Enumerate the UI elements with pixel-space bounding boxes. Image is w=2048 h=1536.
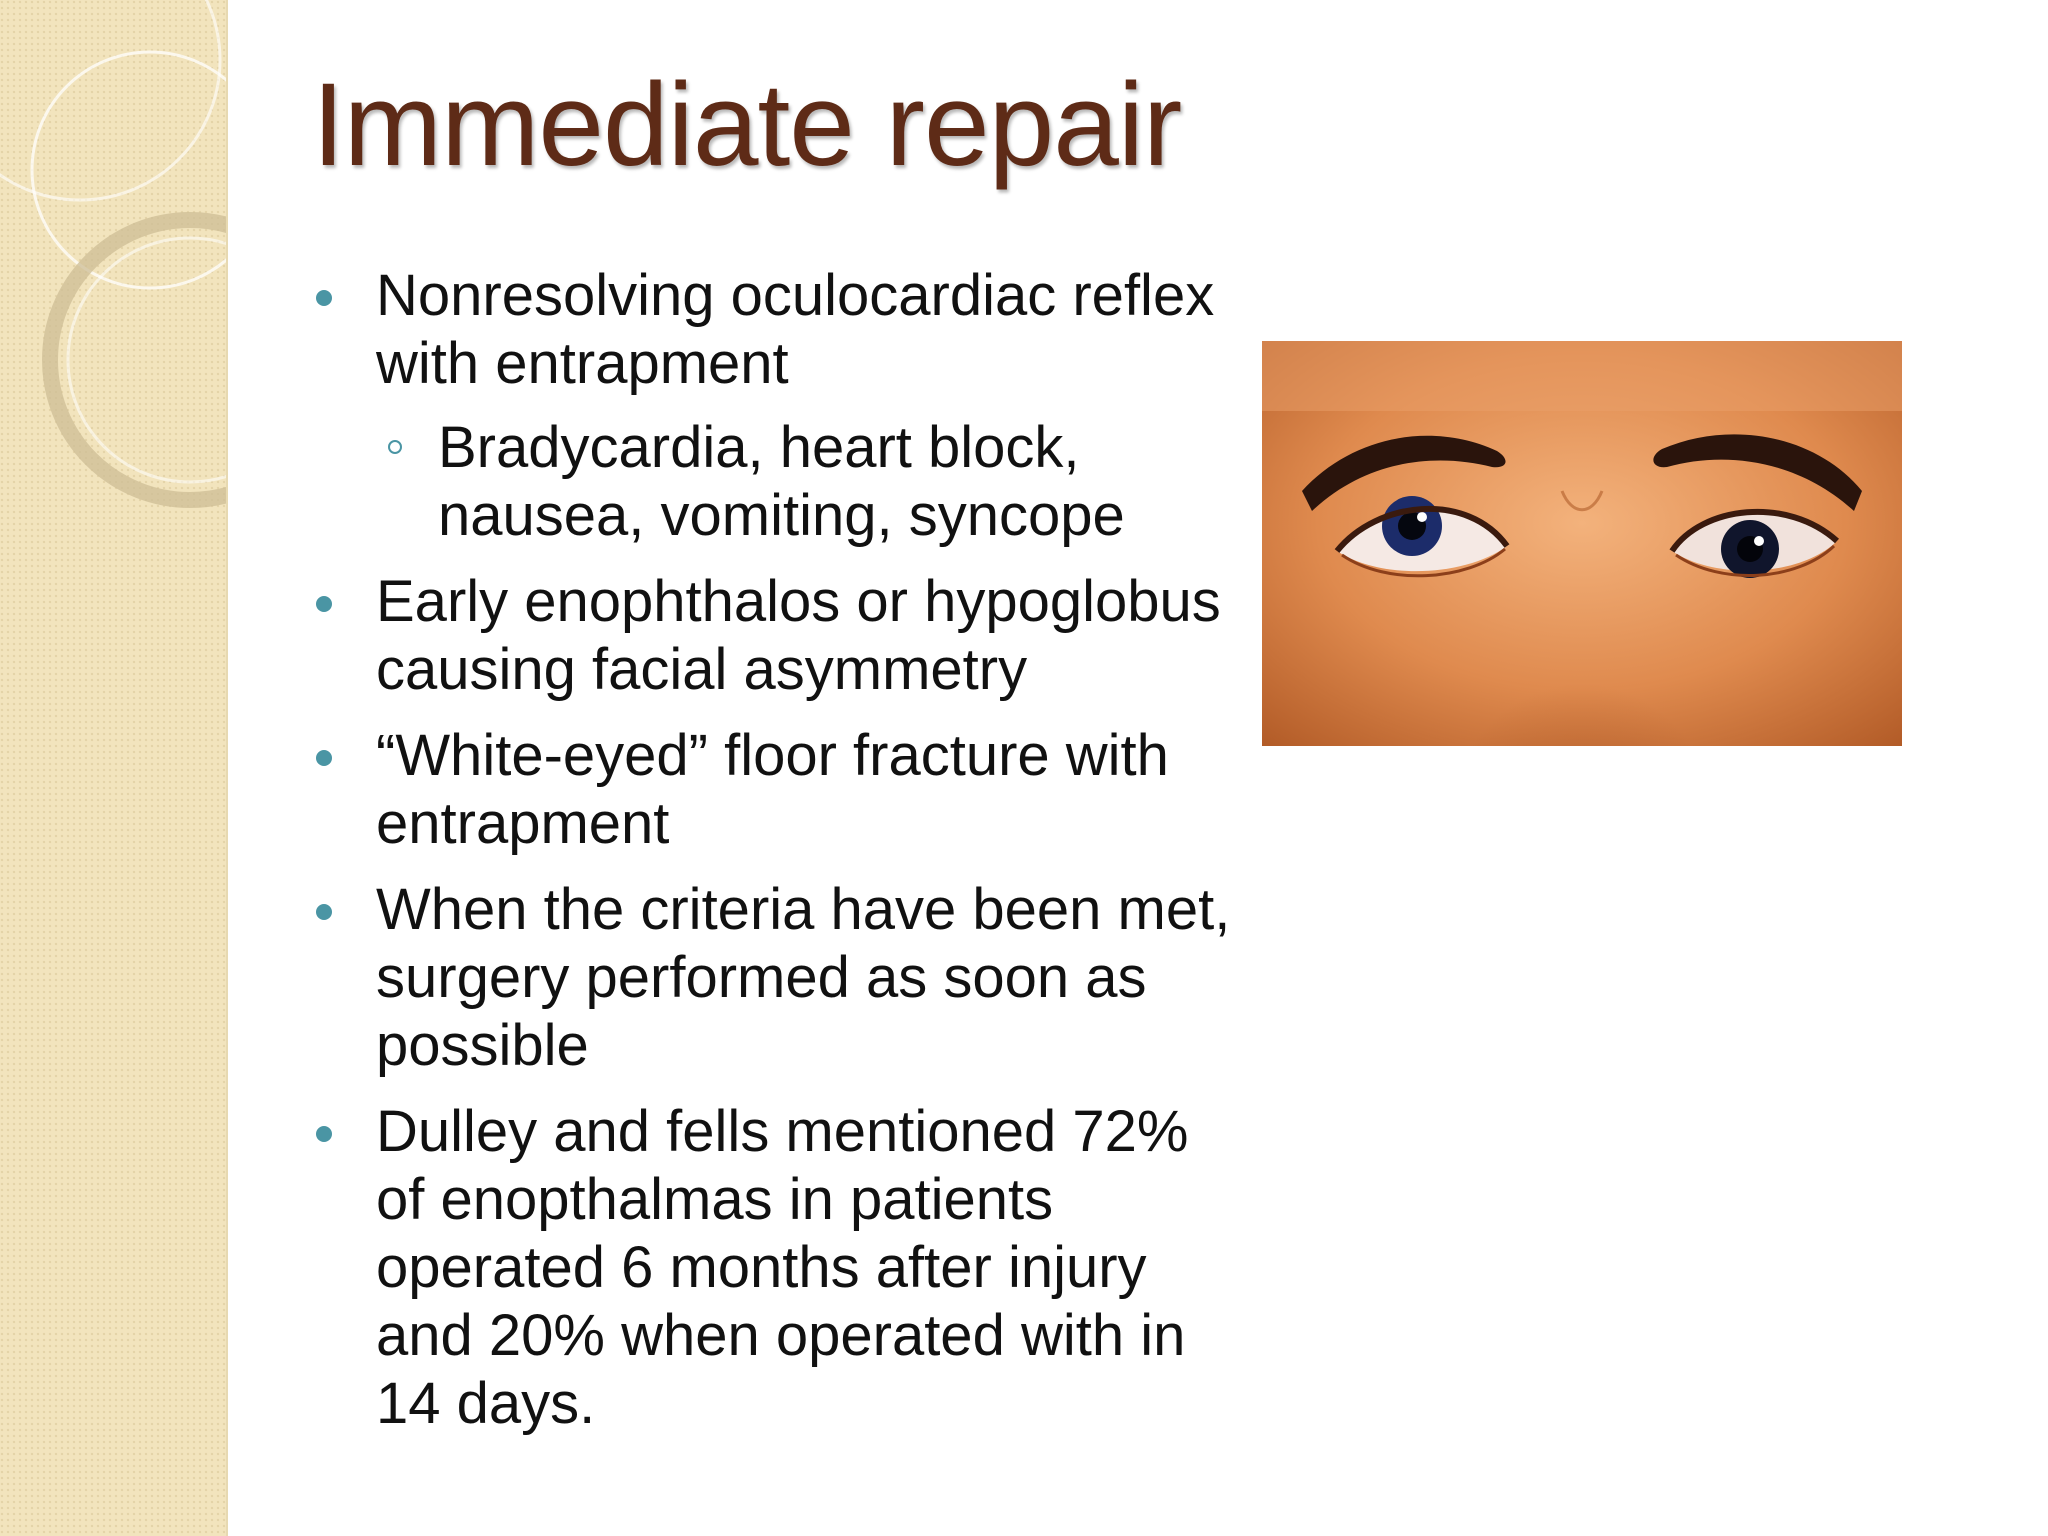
bullet-text: “White-eyed” floor fracture with entrapment: [376, 723, 1169, 856]
bullet-item: [376, 876, 1236, 1080]
bullet-dot-icon: [316, 1126, 332, 1142]
bullet-item: [376, 1098, 1236, 1438]
sub-bullet-item: [438, 414, 1236, 550]
sub-bullet-text: Bradycardia, heart block, nausea, vomiting, syncope: [438, 415, 1125, 548]
bullet-text: Dulley and fells mentioned 72% of enopthalmas in patients operated 6 months after injury and 20% when operated with in 14 days.: [376, 1099, 1189, 1436]
bullet-item: [376, 568, 1236, 704]
hollow-circle-icon: [388, 440, 402, 454]
bullet-dot-icon: [316, 596, 332, 612]
decorative-rings: [0, 0, 226, 520]
decorative-side-panel: [0, 0, 228, 1536]
eyes-illustration: [1262, 341, 1902, 746]
bullet-dot-icon: [316, 290, 332, 306]
bullet-text: Early enophthalos or hypoglobus causing facial asymmetry: [376, 569, 1221, 702]
bullet-dot-icon: [316, 750, 332, 766]
sub-bullet-list: [438, 414, 1236, 550]
bullet-text: Nonresolving oculocardiac reflex with entrapment: [376, 263, 1215, 396]
bullet-list: [376, 262, 1236, 1456]
bullet-dot-icon: [316, 904, 332, 920]
eyes-photo: [1262, 341, 1902, 746]
bullet-text: When the criteria have been met, surgery performed as soon as possible: [376, 877, 1231, 1078]
bullet-item: [376, 722, 1236, 858]
slide-title: Immediate repair: [312, 59, 1182, 191]
bullet-item: [376, 262, 1236, 550]
